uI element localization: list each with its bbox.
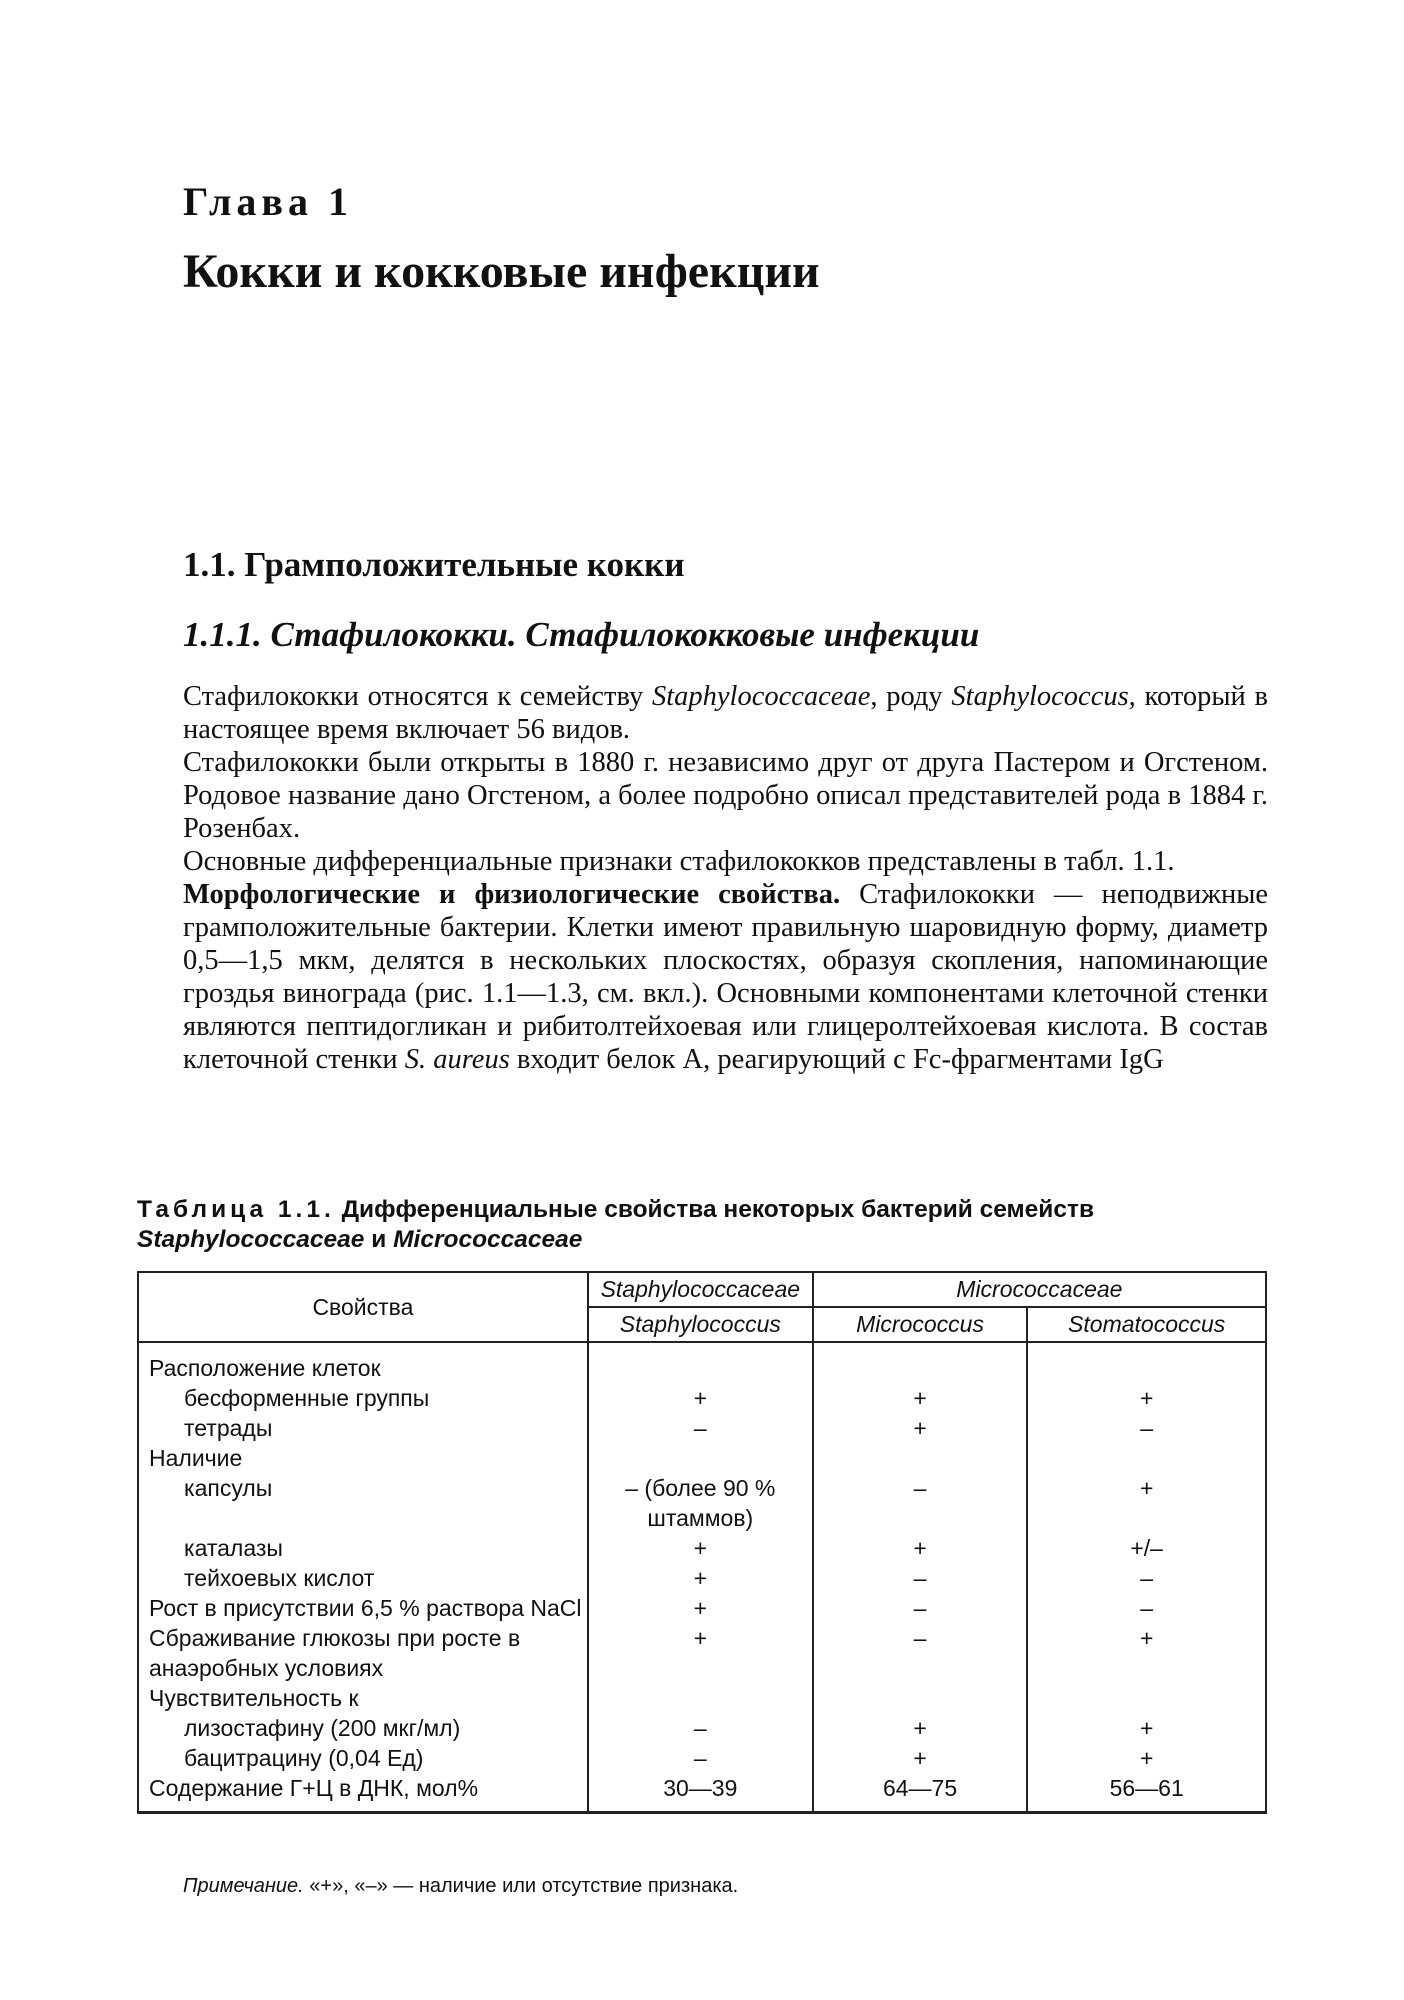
- paragraph: Морфологические и физиологические свойства. Стафилококки — неподвижные грамположительные бактерии. Клетки имеют правильную шаровидную форму, диаметр 0,5—1,5 мкм, делятся в нескольких плоскостях, образуя скопления, напоминающие гроздья винограда (рис. 1.1—1.3, см. вкл.). Основными компонентами клеточной стенки являются пептидогликан и рибитолтейхоевая или глицеролтейхоевая кислота. В состав клеточной стенки S. aureus входит белок А, реагирующий с Fc-фрагментами IgG: [183, 879, 1268, 1075]
- table-row: бесформенные группы + + +: [138, 1383, 1266, 1413]
- table-row: Содержание Г+Ц в ДНК, мол% 30—39 64—75 56—61: [138, 1773, 1266, 1813]
- table-row: тетрады – + –: [138, 1413, 1266, 1443]
- paragraph: Стафилококки были открыты в 1880 г. независимо друг от друга Пастером и Огстеном. Родовое название дано Огстеном, а более подробно описал представителей рода в 1884 г. Розенбах.: [183, 747, 1268, 844]
- paragraph: Стафилококки относятся к семейству Staphylococcaceae, роду Staphylococcus, который в настоящее время включает 56 видов.: [183, 681, 1269, 745]
- header-genus-stomatococcus: Stomatococcus: [1027, 1307, 1266, 1342]
- header-genus-micrococcus: Micrococcus: [813, 1307, 1028, 1342]
- section-heading: 1.1. Грамположительные кокки: [183, 545, 685, 584]
- subsection-heading: 1.1.1. Стафилококки. Стафилококковые инфекции: [183, 615, 980, 654]
- table-row: лизостафину (200 мкг/мл) – + +: [138, 1713, 1266, 1743]
- table-caption: Таблица 1.1. Дифференциальные свойства некоторых бактерий семейств Staphylococcaceae и Micrococcaceae: [137, 1196, 1095, 1253]
- table-row: Наличие: [138, 1443, 1266, 1473]
- table-row: каталазы + + +/–: [138, 1533, 1266, 1563]
- table-row: Рост в присутствии 6,5 % раствора NaCl + – –: [138, 1593, 1266, 1623]
- paragraph: Основные дифференциальные признаки стафилококков представлены в табл. 1.1.: [183, 846, 1175, 877]
- table-row: Чувствительность к: [138, 1683, 1266, 1713]
- header-family-staphylococcaceae: Staphylococcaceae: [588, 1272, 813, 1307]
- header-genus-staphylococcus: Staphylococcus: [588, 1307, 813, 1342]
- table-row: капсулы – (более 90 % штаммов) – +: [138, 1473, 1266, 1533]
- header-properties: Свойства: [138, 1272, 588, 1342]
- chapter-label: Глава 1: [183, 179, 353, 224]
- header-family-micrococcaceae: Micrococcaceae: [813, 1272, 1266, 1307]
- table-row: Сбраживание глюкозы при росте в анаэробных условиях + – +: [138, 1623, 1266, 1683]
- body-text: [183, 680, 1268, 1076]
- table-note: Примечание. «+», «–» — наличие или отсутствие признака.: [183, 1875, 739, 1897]
- properties-table: [137, 1271, 1267, 1814]
- table-row: тейхоевых кислот + – –: [138, 1563, 1266, 1593]
- table-row: Расположение клеток: [138, 1342, 1266, 1383]
- table-row: бацитрацину (0,04 Ед) – + +: [138, 1743, 1266, 1773]
- chapter-title: Кокки и кокковые инфекции: [183, 245, 820, 298]
